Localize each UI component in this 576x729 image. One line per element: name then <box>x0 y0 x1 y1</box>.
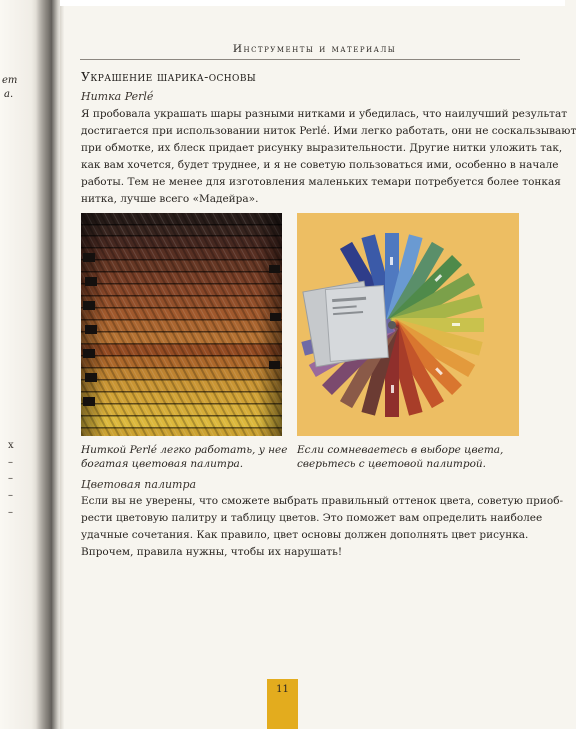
section-title: Украшение шарика-основы <box>81 69 257 84</box>
left-page-mark: – <box>8 507 13 518</box>
text-line: при обмотке, их блеск придает рисунку выразительности. Другие нитки уложить так, <box>81 142 563 154</box>
header-rule <box>80 59 520 60</box>
left-page-mark: – <box>8 490 13 501</box>
text-line: как вам хочется, будет труднее, и я не советую пользоваться ими, особенно в начале <box>81 159 559 171</box>
paragraph-threads <box>81 106 576 208</box>
paragraph-palette <box>81 493 564 561</box>
subhead-palette: Цветовая палитра <box>81 478 197 491</box>
page-number: 11 <box>276 684 289 695</box>
text-line: нитка, лучше всего «Мадейра». <box>81 193 259 205</box>
perle-thread-photo <box>81 213 282 436</box>
caption-line: Ниткой Perlé легко работать, у нее <box>81 444 288 456</box>
caption-perle-photo <box>81 443 286 471</box>
text-line: Если вы не уверены, что сможете выбрать правильный оттенок цвета, советую приоб- <box>81 495 564 507</box>
scan-top-margin <box>60 0 565 6</box>
book-gutter-shadow <box>36 0 62 729</box>
left-page-mark: – <box>8 457 13 468</box>
page-edge <box>60 0 64 729</box>
left-page-mark: х <box>8 440 14 451</box>
caption-line: Если сомневаетесь в выборе цвета, <box>297 444 504 456</box>
running-head: Инструменты и материалы <box>232 43 397 55</box>
text-line: работы. Тем не менее для изготовления маленьких темари потребуется более тонкая <box>81 176 561 188</box>
color-palette-photo <box>297 213 519 436</box>
text-line: Я пробовала украшать шары разными нитками и убедилась, что наилучший результат <box>81 108 568 120</box>
left-page-fragment: ет <box>2 75 18 86</box>
left-page-mark: – <box>8 473 13 484</box>
subhead-perle: Нитка Perlé <box>81 90 154 103</box>
text-line: Впрочем, правила нужны, чтобы их нарушать! <box>81 546 343 558</box>
left-page-fragment: а. <box>4 89 14 100</box>
caption-line: сверьтесь с цветовой палитрой. <box>297 458 486 470</box>
text-line: удачные сочетания. Как правило, цвет основы должен дополнять цвет рисунка. <box>81 529 529 541</box>
text-line: достигается при использовании ниток Perlé. Ими легко работать, они не соскальзывают <box>81 125 576 137</box>
text-line: рести цветовую палитру и таблицу цветов. Это поможет вам определить наиболее <box>81 512 543 524</box>
caption-palette-photo <box>297 443 519 471</box>
caption-line: богатая цветовая палитра. <box>81 458 244 470</box>
